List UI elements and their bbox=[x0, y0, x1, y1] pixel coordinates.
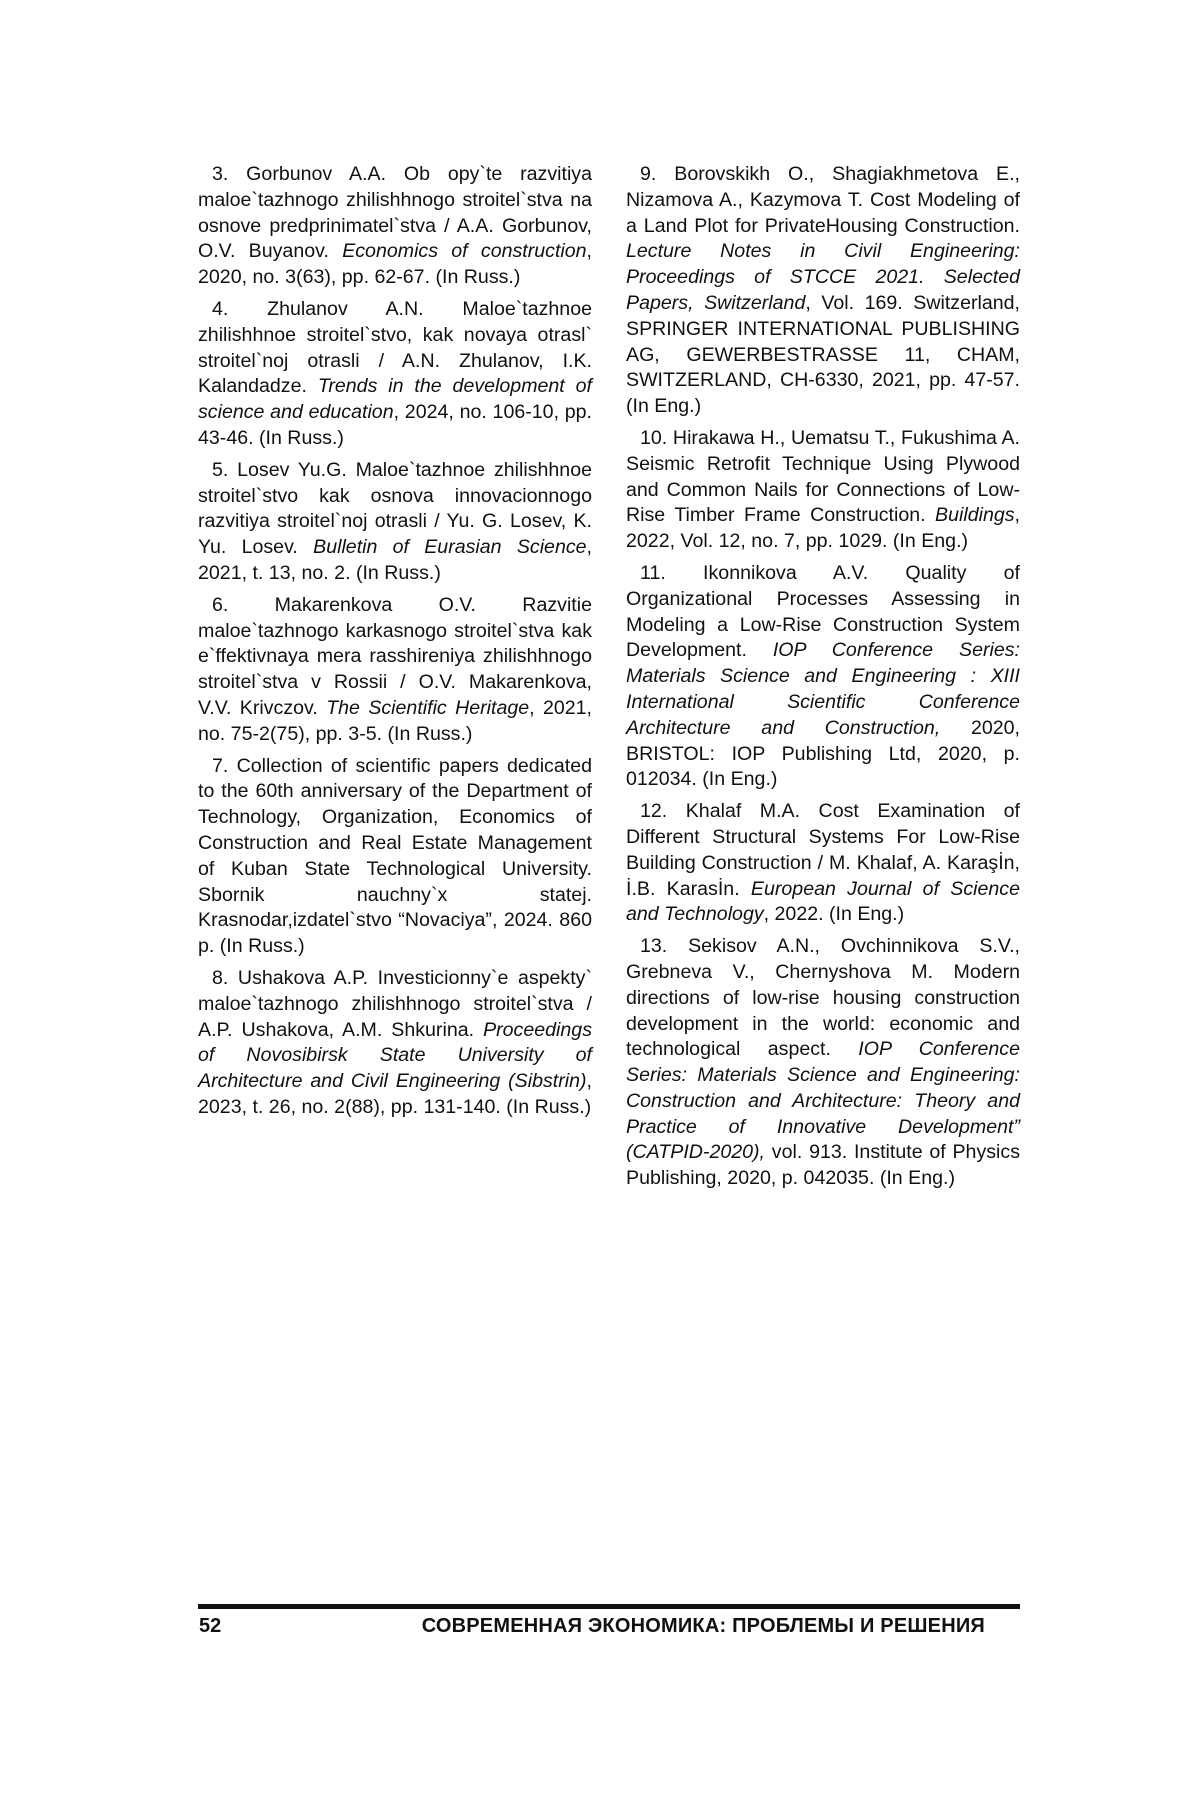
reference-item: 6. Makarenkova O.V. Razvitie maloe`tazhnogo karkasnogo stroitel`stva kak e`ffektivnaya mera rasshireniya zhilishhnogo stroitel`stva v Rossii / O.V. Makarenkova, V.V. Krivczov. The Scientific Heritage, 2021, no. 75-2(75), pp. 3-5. (In Russ.) bbox=[198, 593, 592, 745]
footer-rule bbox=[198, 1604, 1020, 1609]
reference-item: 13. Sekisov A.N., Ovchinnikova S.V., Grebneva V., Chernyshova M. Modern directions of low-rise housing construction development in the world: economic and technological aspect. IOP Conference Series: Materials Science and Engineering: Construction and Architecture: Theory and Practice of Innovative Development” (CATPID-2020), vol. 913. Institute of Physics Publishing, 2020, p. 042035. (In Eng.) bbox=[626, 935, 1020, 1190]
reference-item: 7. Collection of scientific papers dedicated to the 60th anniversary of the Department of Technology, Organization, Economics of Construction and Real Estate Management of Kuban State Technological University. Sbornik nauchny`x statej. Krasnodar,izdatel`stvo “Novaciya”, 2024. 860 p. (In Russ.) bbox=[198, 754, 592, 958]
page-number: 52 bbox=[199, 1615, 222, 1637]
reference-item: 4. Zhulanov A.N. Maloe`tazhnoe zhilishhnoe stroitel`stvo, kak novaya otrasl` stroitel`noj otrasli / A.N. Zhulanov, I.K. Kalandadze. Trends in the development of science and education, 2024, no. 106-10, pp. 43-46. (In Russ.) bbox=[198, 297, 592, 449]
reference-item: 10. Hirakawa H., Uematsu T., Fukushima A. Seismic Retrofit Technique Using Plywood and Common Nails for Connections of Low-Rise Timber Frame Construction. Buildings, 2022, Vol. 12, no. 7, pp. 1029. (In Eng.) bbox=[626, 426, 1020, 553]
references-column-right bbox=[626, 162, 1020, 1198]
reference-item: 3. Gorbunov A.A. Ob opy`te razvitiya maloe`tazhnogo zhilishhnogo stroitel`stva na osnove predprinimatel`stva / A.A. Gorbunov, O.V. Buyanov. Economics of construction, 2020, no. 3(63), pp. 62-67. (In Russ.) bbox=[198, 163, 592, 289]
reference-item: 8. Ushakova A.P. Investicionny`e aspekty` maloe`tazhnogo zhilishhnogo stroitel`stva / A.P. Ushakova, A.M. Shkurina. Proceedings of Novosibirsk State University of Architecture and Civil Engineering (Sibstrin), 2023, t. 26, no. 2(88), pp. 131-140. (In Russ.) bbox=[198, 966, 592, 1118]
reference-item: 12. Khalaf M.A. Cost Examination of Different Structural Systems For Low-Rise Building Construction / M. Khalaf, A. Karaşİn, İ.B. Karasİn. European Journal of Science and Technology, 2022. (In Eng.) bbox=[626, 800, 1020, 926]
journal-title: СОВРЕМЕННАЯ ЭКОНОМИКА: ПРОБЛЕМЫ И РЕШЕНИЯ bbox=[421, 1615, 985, 1637]
reference-item: 11. Ikonnikova A.V. Quality of Organizational Processes Assessing in Modeling a Low-Rise Construction System Development. IOP Conference Series: Materials Science and Engineering : XIII International Scientific Conference Architecture and Construction, 2020, BRISTOL: IOP Publishing Ltd, 2020, p. 012034. (In Eng.) bbox=[626, 561, 1020, 791]
reference-item: 5. Losev Yu.G. Maloe`tazhnoe zhilishhnoe stroitel`stvo kak osnova innovacionnogo razvitiya stroitel`noj otrasli / Yu. G. Losev, K. Yu. Losev. Bulletin of Eurasian Science, 2021, t. 13, no. 2. (In Russ.) bbox=[198, 458, 592, 584]
references-column-left bbox=[198, 162, 592, 1127]
reference-item: 9. Borovskikh O., Shagiakhmetova E., Nizamova A., Kazymova T. Cost Modeling of a Land Plot for PrivateHousing Construction. Lecture Notes in Civil Engineering: Proceedings of STCCE 2021. Selected Papers, Switzerland, Vol. 169. Switzerland, SPRINGER INTERNATIONAL PUBLISHING AG, GEWERBESTRASSE 11, CHAM, SWITZERLAND, CH-6330, 2021, pp. 47-57. (In Eng.) bbox=[626, 163, 1020, 418]
